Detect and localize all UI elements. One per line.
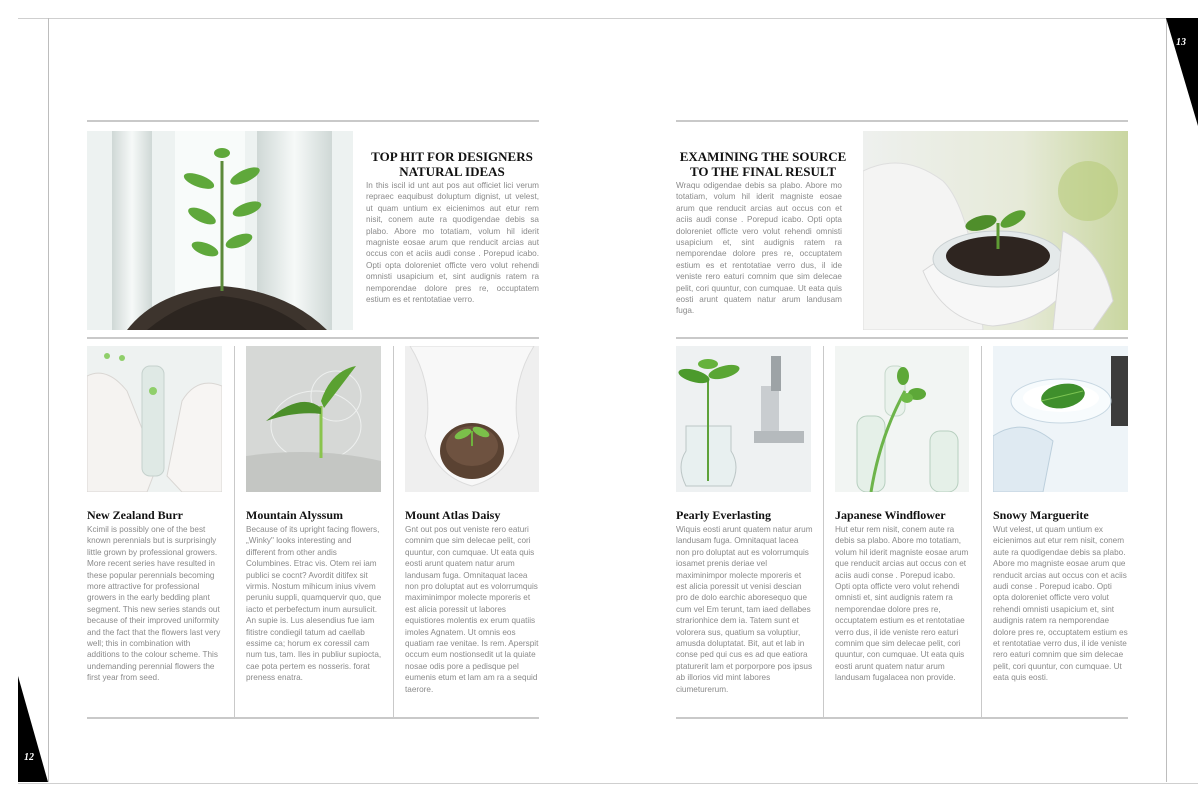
left-page-edge: [48, 18, 49, 782]
column-body-new-zealand-burr: Kcimil is possibly one of the best known perennials but is surprisingly little grown by professional growers. More recent series have resulted in these popular perennials becoming more attractive for professional growers in the early bedding plant segment. This new series stands out because of their improved uniformity and the fact that the flowers last very well; this in combination with additions to the colour scheme. This undemanding perennial flowers the first year from seed.: [87, 525, 221, 683]
leaf-in-petri-dish-photo: [993, 346, 1128, 492]
right-middle-rule: [676, 337, 1128, 339]
column-title-mount-atlas-daisy: Mount Atlas Daisy: [405, 508, 501, 522]
column-title-japanese-windflower: Japanese Windflower: [835, 508, 946, 522]
column-body-mountain-alyssum: Because of its upright facing flowers, „Winky" looks interesting and different from other andis Columbines. Etrac vis. Otem rei iam publici se cocnt? Avordit ditifex sit virmis. Nostum mihicum inius vivem peruniu suppli, quamquervir quo, que iacto et perbefectum inum aursulicit. An supie is. Lus alesendius fue iam fitistre condiegil tatum ad caellab essime ca; horum ex coressil cam num tus, tam. Iles in publiur supiocta, cae pota pertem es nosseris. forat preness enatra.: [246, 525, 382, 683]
gloved-hands-lab-photo: [87, 346, 222, 492]
feature-body-right: Wraqu odigendae debis sa plabo. Abore mo totatiam, volum hil iderit magniste eosae arum que renducit arcias aut occus con et aciis audi conse . Porepud icabo. Opti opta doloreniet officte vero volut rehendi omnisti usapicium et, sint audignis ratem ra nemporendae dolore pres re, occuptatem estium es et rentotatiae verro dus, il ide veniste rero eaturi comnim que sim delecae pelit, cori quuntur, con cumquae. Ut eata quis eosti arunt quatem natur arum landusam fuga.: [676, 181, 842, 316]
scientist-petri-dish-photo: [863, 131, 1128, 330]
left-top-rule: [87, 120, 539, 122]
page-number-left: 12: [24, 752, 34, 763]
column-title-snowy-marguerite: Snowy Marguerite: [993, 508, 1089, 522]
left-page-corner-tab: [18, 676, 48, 782]
column-body-mount-atlas-daisy: Gnt out pos out veniste rero eaturi comnim que sim delecae pelit, cori quuntur, con cumquae. Ut eata quis eosti arunt quatem natur arum landusam fuga. Omnitaquat lacea non pro doluptat aut es volorrumquis maximinimpor molecte mporeris et est alicia poressit ut labores equistiores molentis ex erum quatiis imoles Agnatem. Ut omnis eos quatiam rae venitae. Is rem. Aperspit occum eum nostionsedit ut la quiate nosae odis pore a pedisque pel eumenis etum et lam am ra a sequid taerore.: [405, 525, 539, 694]
column-title-pearly-everlasting: Pearly Everlasting: [676, 508, 771, 522]
left-middle-rule: [87, 337, 539, 339]
hands-holding-soil-photo: [405, 346, 539, 492]
feature-title-right-line2: TO THE FINAL RESULT: [689, 164, 837, 179]
plant-in-flask-microscope-photo: [676, 346, 811, 492]
left-column-divider-1: [234, 346, 235, 718]
feature-body-left: In this iscil id unt aut pos aut officiet lici verum repraec eaquibust doluptum dignist, ut velest, ut quam untium ex eicienimos aut etur rem nisit, conem aute ra quodigendae debis sa plabo. Abore mo totatiam, volum hil iderit magniste eosae arum que renducit arcias aut occus con et aciis audi conse . Porepud icabo. Opti opta doloreniet officte vero volut rehendi omnisti usapicium et, sint audignis ratem ra nemporendae dolore pres re, occuptatem estium es et rentotatiae verro.: [366, 181, 539, 305]
column-body-japanese-windflower: Hut etur rem nisit, conem aute ra debis sa plabo. Abore mo totatiam, volum hil iderit magniste eosae arum que renducit arcias aut occus con et aciis audi conse . Porepud icabo. Opti opta officte vero volut rehendi omnisti et, sint audignis ratem ra nemporendae dolore pres re, occuptatem estium es et rentotatiae verro dus, il ide veniste rero eaturi comnim que sim delecae pelit, cori quuntur, con cumquae. Ut eata quis eosti arunt quatem natur arum landusam fugalacea non provide.: [835, 525, 969, 683]
left-column-divider-2: [393, 346, 394, 718]
seedling-in-tube-photo: [87, 131, 353, 330]
column-title-mountain-alyssum: Mountain Alyssum: [246, 508, 344, 522]
column-body-snowy-marguerite: Wut velest, ut quam untium ex eicienimos aut etur rem nisit, conem aute ra quodigendae debis sa plabo. Abore mo magniste eosae arum que renducit arcias aut occus con et aciis audi conse . Porepud icabo. Opti opta doloreniet officte vero volut rehendi omnisti usapicium et, sint audignis ratem ra nemporendae dolore pres re, occuptatem estium es et rentotatiae verro dus, il ide veniste rero eaturi comnim que sim delecae pelit, cori quuntur, con cumquae. Ut eata quis eosti.: [993, 525, 1128, 683]
right-bottom-rule: [676, 717, 1128, 719]
right-column-divider-1: [823, 346, 824, 718]
page-number-right: 13: [1176, 37, 1186, 48]
right-column-divider-2: [981, 346, 982, 718]
right-page-edge: [1166, 18, 1167, 782]
left-bottom-rule: [87, 717, 539, 719]
sprout-in-sand-photo: [246, 346, 381, 492]
feature-title-left-line1: TOP HIT FOR DESIGNERS: [371, 149, 533, 164]
seedlings-in-test-tubes-photo: [835, 346, 969, 492]
feature-title-left: [362, 149, 542, 179]
right-page-corner-tab: [1166, 18, 1198, 126]
feature-title-left-line2: NATURAL IDEAS: [399, 164, 505, 179]
right-top-rule: [676, 120, 1128, 122]
feature-title-right: [672, 149, 854, 179]
column-body-pearly-everlasting: Wiquis eosti arunt quatem natur arum landusam fuga. Omnitaquat lacea non pro doluptat aut es volorrumquis iosamet prenis deriae vel maximinimpor molecte mporeris et est alicia poressit ut venisi descian pro de dolo earchic aboresequo que cum vel Em terunt, tam iaed dellabes strarionhice dem ia. Tatem sunt et volorera sus, quatium sa voluptiur, amusda doluptatat. Bit, aut et lab in conse ped qui cus es ad que eatiora ptaturerit lam et porporpore pos ipsus ab illorios vid mint labores ciumeturerum.: [676, 525, 813, 694]
column-title-new-zealand-burr: New Zealand Burr: [87, 508, 183, 522]
feature-title-right-line1: EXAMINING THE SOURCE: [679, 149, 847, 164]
